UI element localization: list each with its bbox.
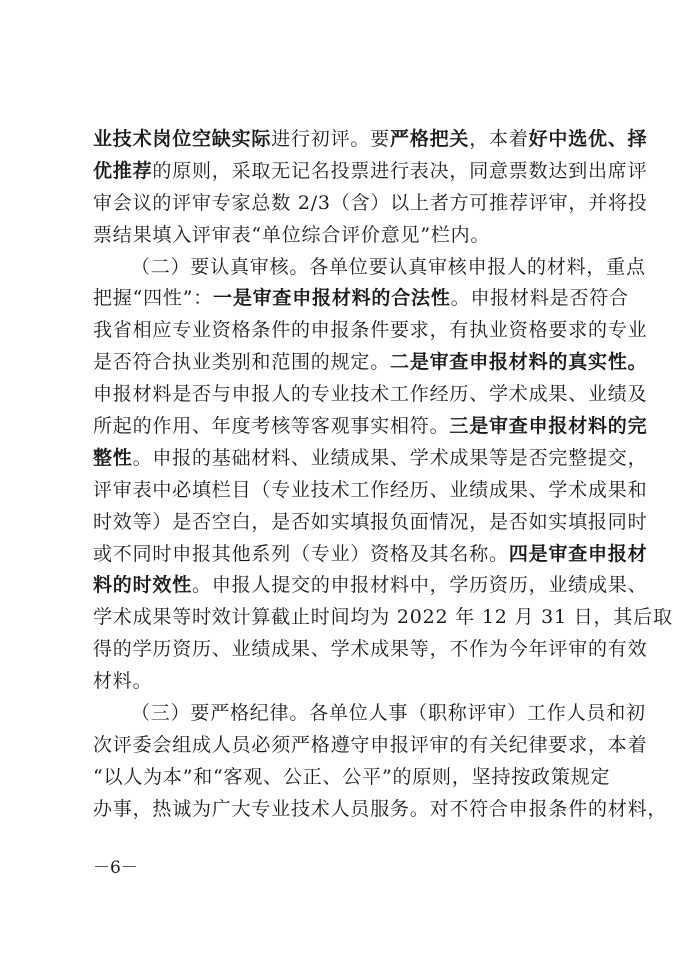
text-line [93, 156, 648, 188]
text-line [93, 379, 648, 411]
text-line [93, 570, 648, 602]
text-segment: 得的学历资历、业绩成果、学术成果等，不作为今年评审的有效 [93, 638, 648, 661]
text-line [93, 443, 648, 475]
text-segment: 申报材料是否与申报人的专业技术工作经历、学术成果、业绩及 [93, 383, 648, 406]
text-segment: （三）要严格纪律。各单位人事（职称评审）工作人员和初 [131, 702, 646, 725]
text-segment: 或不同时申报其他系列（专业）资格及其名称。 [93, 542, 509, 565]
text-line [93, 507, 648, 539]
text-segment: 次评委会组成人员必须严格遵守申报评审的有关纪律要求，本着 [93, 733, 648, 756]
text-segment: 学术成果等时效计算截止时间均为 2022 年 12 月 31 日，其后取 [93, 606, 673, 629]
bold-text-segment: 好中选优、择 [528, 128, 648, 150]
text-segment: 评审表中必填栏目（专业技术工作经历、业绩成果、学术成果和 [93, 478, 648, 501]
text-segment: 。申报的基础材料、业绩成果、学术成果等是否完整提交， [132, 446, 648, 469]
text-line [93, 666, 595, 698]
text-segment: （二）要认真审核。各单位要认真审核申报人的材料，重点 [131, 255, 646, 278]
text-segment: 把握“四性”： [93, 287, 214, 310]
text-segment: 我省相应专业资格条件的申报条件要求，有执业资格要求的专业 [93, 319, 648, 342]
text-line [93, 539, 648, 571]
bold-text-segment: 四是审查申报材 [508, 542, 648, 565]
text-line [93, 124, 648, 156]
text-segment: 。申报材料是否符合 [450, 287, 629, 310]
text-segment: 。申报人提交的申报材料中，学历资历，业绩成果、 [192, 574, 648, 597]
bold-text-segment: 优推荐 [93, 159, 153, 182]
bold-text-segment: 三是审查申报材料的完 [449, 415, 648, 438]
bold-text-segment: 整性 [93, 446, 133, 469]
bold-text-segment: 二是审查申报材料的真实性。 [390, 351, 648, 374]
text-line [93, 794, 668, 826]
text-segment: “以人为本”和“客观、公正、公平”的原则，坚持按政策规定 [93, 765, 611, 788]
text-line [93, 283, 629, 315]
page-number: －6－ [93, 858, 138, 878]
text-segment: 票结果填入评审表“单位综合评价意见”栏内。 [93, 223, 491, 246]
text-line [93, 220, 595, 252]
text-line [93, 315, 648, 347]
text-line [93, 347, 648, 379]
bold-text-segment: 料的时效性 [93, 574, 193, 597]
text-line [93, 252, 646, 284]
text-segment: 是否符合执业类别和范围的规定。 [93, 351, 391, 374]
text-line [93, 698, 646, 730]
text-segment: ，本着 [469, 128, 529, 150]
text-line [93, 188, 648, 220]
bold-text-segment: 业技术岗位空缺实际 [93, 128, 272, 150]
text-line [93, 602, 673, 634]
document-body [93, 124, 673, 826]
text-line [93, 762, 611, 794]
bold-text-segment: 严格把关 [390, 128, 470, 150]
bold-text-segment: 一是审查申报材料的合法性 [213, 287, 451, 310]
text-segment: 的原则，采取无记名投票进行表决，同意票数达到出席评 [152, 159, 648, 182]
text-segment: 办事，热诚为广大专业技术人员服务。对不符合申报条件的材料， [93, 797, 668, 820]
text-segment: 材料。 [93, 670, 153, 693]
text-line [93, 634, 648, 666]
text-segment: 时效等）是否空白，是否如实填报负面情况，是否如实填报同时 [93, 510, 648, 533]
text-segment: 审会议的评审专家总数 2/3（含）以上者方可推荐评审，并将投 [93, 191, 648, 214]
text-segment: 进行初评。要 [271, 128, 391, 150]
text-line [93, 475, 648, 507]
text-line [93, 730, 648, 762]
text-segment: 所起的作用、年度考核等客观事实相符。 [93, 415, 450, 438]
text-line [93, 411, 648, 443]
